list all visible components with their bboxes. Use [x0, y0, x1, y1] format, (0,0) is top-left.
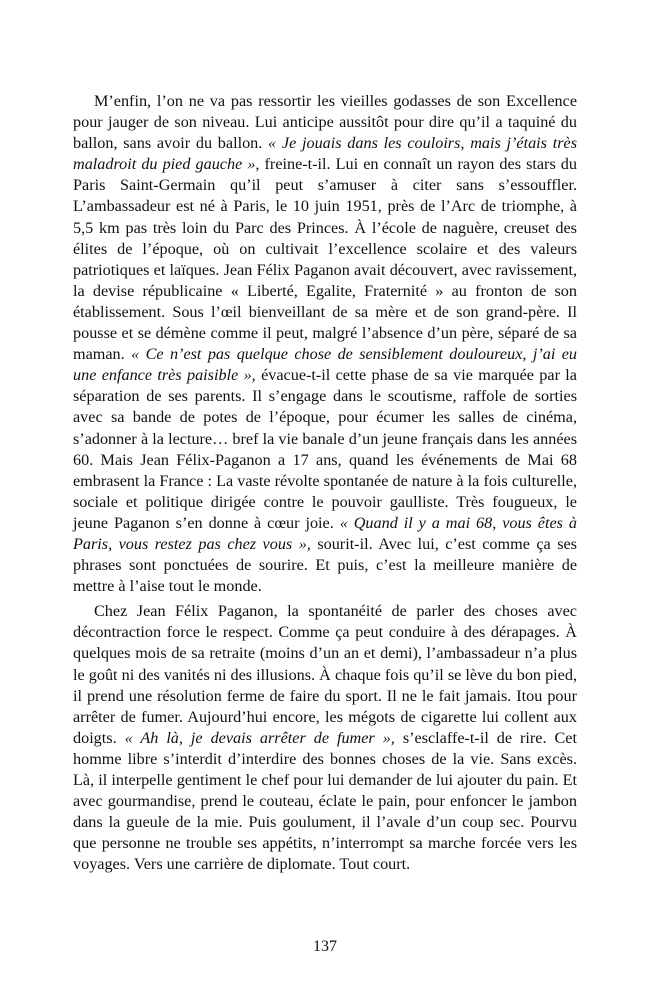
paragraph-1 — [73, 91, 577, 597]
paragraph-1-text: sourit-il. Avec lui, c’est comme ça ses phrases sont ponctuées de sourire. Et puis, c’est la meilleure manière de mettre à l’aise tout le monde. — [73, 534, 577, 596]
paragraph-1-text: M’enfin, l’on ne va pas ressortir les vieilles godasses de son Excellence pour jauger de son niveau. Lui anticipe aussitôt pour dire qu’il a taquiné du ballon, sans avoir du ballon. — [73, 92, 577, 153]
paragraph-2-text: s’esclaffe-t-il de rire. Cet homme libre s’interdit d’interdire des bonnes choses de la vie. Sans excès. Là, il interpelle gentiment le chef pour lui demander de lui ajouter du pain. Et avec gourmandise, prend le couteau, éclate le pain, pour enfoncer le jambon dans la gueule de la mie. Puis goulument, il l’avale d’un coup sec. Pourvu que personne ne trouble ses appétits, n’interrompt sa marche forcée vers les voyages. Vers une carrière de diplomate. Tout court. — [73, 728, 577, 874]
paragraph-2-text: Chez Jean Félix Paganon, la spontanéité de parler des choses avec décontraction force le respect. Comme ça peut conduire à des dérapages. À quelques mois de sa retraite (moins d’un an et demi), l’ambassadeur n’a plus le goût ni des vanités ni des illusions. À chaque fois qu’il se lève du bon pied, il prend une résolution ferme de faire du sport. Il ne le fait jamais. Itou pour arrêter de fumer. Aujourd’hui encore, les mégots de cigarette lui collent aux doigts. — [73, 602, 577, 747]
quote-arreter-fumer: « Ah là, je devais arrêter de fumer », — [124, 728, 395, 747]
page-number: 137 — [313, 938, 337, 955]
paragraph-2 — [73, 601, 577, 875]
quote-mai-68: « Quand il y a mai 68, vous êtes à Paris, vous restez pas chez vous », — [73, 513, 577, 553]
paragraph-1-text: évacue-t-il cette phase de sa vie marquée par la séparation de ses parents. Il s’engage dans le scoutisme, raffole de sorties avec sa bande de potes de l’époque, pour écumer les salles de cinéma, s’adonner à la lecture… bref la vie banale d’un jeune français dans les années 60. Mais Jean Félix-Paganon a 17 ans, quand les événements de Mai 68 embrasent la France : La vaste révolte spontanée de nature à la fois culturelle, sociale et politique dirigée contre le pouvoir gaulliste. Très fougueux, le jeune Paganon s’en donne à cœur joie. — [73, 366, 577, 532]
page-body — [73, 91, 577, 875]
quote-pied-gauche: « Je jouais dans les couloirs, mais j’étais très maladroit du pied gauche », — [73, 134, 578, 174]
quote-enfance-paisible: « Ce n’est pas quelque chose de sensiblement douloureux, j’ai eu une enfance très paisible », — [73, 345, 577, 385]
paragraph-1-text: freine-t-il. Lui en connaît un rayon des stars du Paris Saint-Germain qu’il peut s’amuser à citer sans s’essouffler. L’ambassadeur est né à Paris, le 10 juin 1951, près de l’Arc de triomphe, à 5,5 km pas très loin du Parc des Princes. À l’école de naguère, creuset des élites de l’époque, où on cultivait l’excellence scolaire et des valeurs patriotiques et laïques. Jean Félix Paganon avait découvert, avec ravissement, la devise républicaine « Liberté, Egalite, Fraternité » au fronton de son établissement. Sous l’œil bienveillant de sa mère et de son grand-père. Il pousse et se démène comme il peut, malgré l’absence d’un père, séparé de sa maman. — [73, 155, 577, 364]
